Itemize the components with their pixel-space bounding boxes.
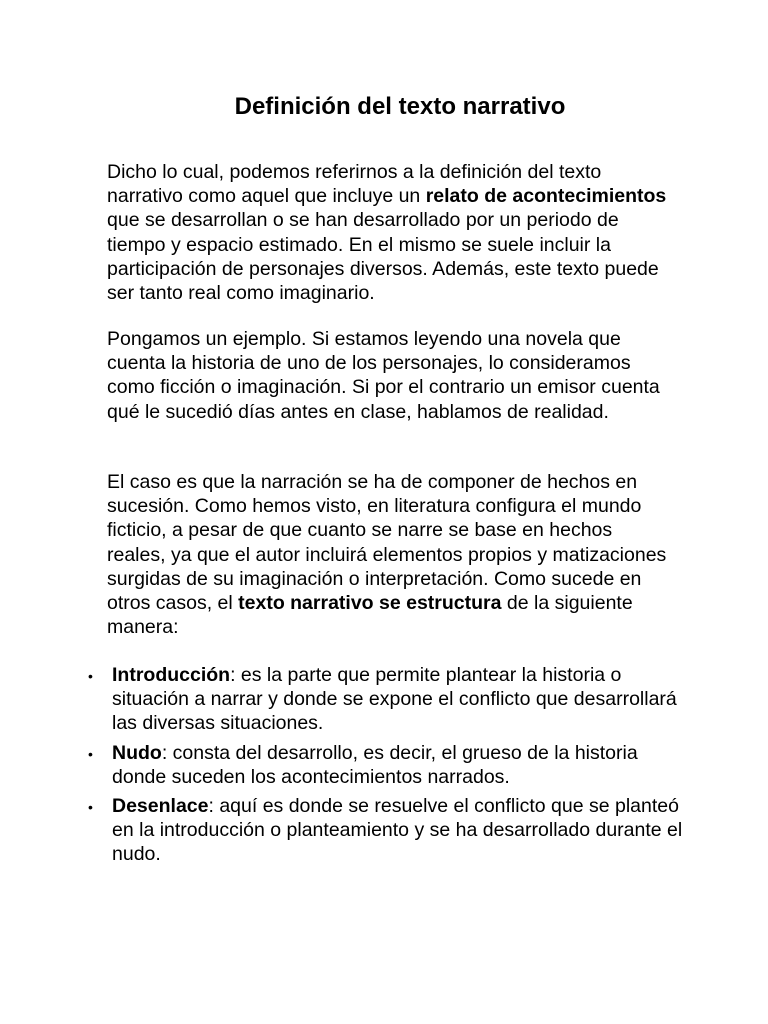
list-item <box>84 663 684 736</box>
bold-phrase: relato de acontecimientos <box>425 185 667 208</box>
bullet-icon: • <box>88 799 93 816</box>
paragraph-example <box>107 327 667 424</box>
paragraph-text: que se desarrollan o se han desarrollado por un periodo de tiempo y espacio estimado. En el mismo se suele incluir la participación de personajes diversos. Además, este texto puede ser tanto real como imaginario. <box>107 209 659 305</box>
list-item-text: : es la parte que permite plantear la historia o situación a narrar y donde se expone el conflicto que desarrollará las diversas situaciones. <box>112 664 677 735</box>
list-item-text: : aquí es donde se resuelve el conflicto que se planteó en la introducción o planteamiento y se ha desarrollado durante el nudo. <box>112 795 683 866</box>
list-item-term: Desenlace <box>112 795 209 818</box>
structure-list <box>84 663 684 872</box>
bullet-icon: • <box>88 668 93 684</box>
paragraph-text: de la siguiente manera: <box>107 592 633 639</box>
list-item-text: : consta del desarrollo, es decir, el grueso de la historia donde suceden los acontecimientos narrados. <box>112 741 638 788</box>
paragraph-definition <box>107 160 667 305</box>
list-item <box>84 794 684 867</box>
bullet-icon: • <box>88 745 93 762</box>
list-item-term: Nudo <box>112 741 162 764</box>
list-item-term: Introducción <box>112 664 231 686</box>
paragraph-text: Pongamos un ejemplo. Si estamos leyendo una novela que cuenta la historia de uno de los personajes, lo consideramos como ficción o imaginación. Si por el contrario un emisor cuenta qué le sucedió días antes en clase, hablamos de realidad. <box>107 328 660 423</box>
paragraph-structure <box>107 470 667 639</box>
paragraph-text: El caso es que la narración se ha de componer de hechos en sucesión. Como hemos visto, en literatura configura el mundo ficticio, a pesar de que cuanto se narre se base en hechos reales, ya que el autor incluirá elementos propios y matizaciones surgidas de su imaginación o interpretación. Como sucede en otros casos, el <box>107 471 667 615</box>
list-item <box>84 741 684 789</box>
bold-phrase: texto narrativo se estructura <box>238 592 502 615</box>
page-title: Definición del texto narrativo <box>234 93 566 120</box>
paragraph-text: Dicho lo cual, podemos referirnos a la definición del texto narrativo como aquel que incluye un <box>107 161 602 208</box>
